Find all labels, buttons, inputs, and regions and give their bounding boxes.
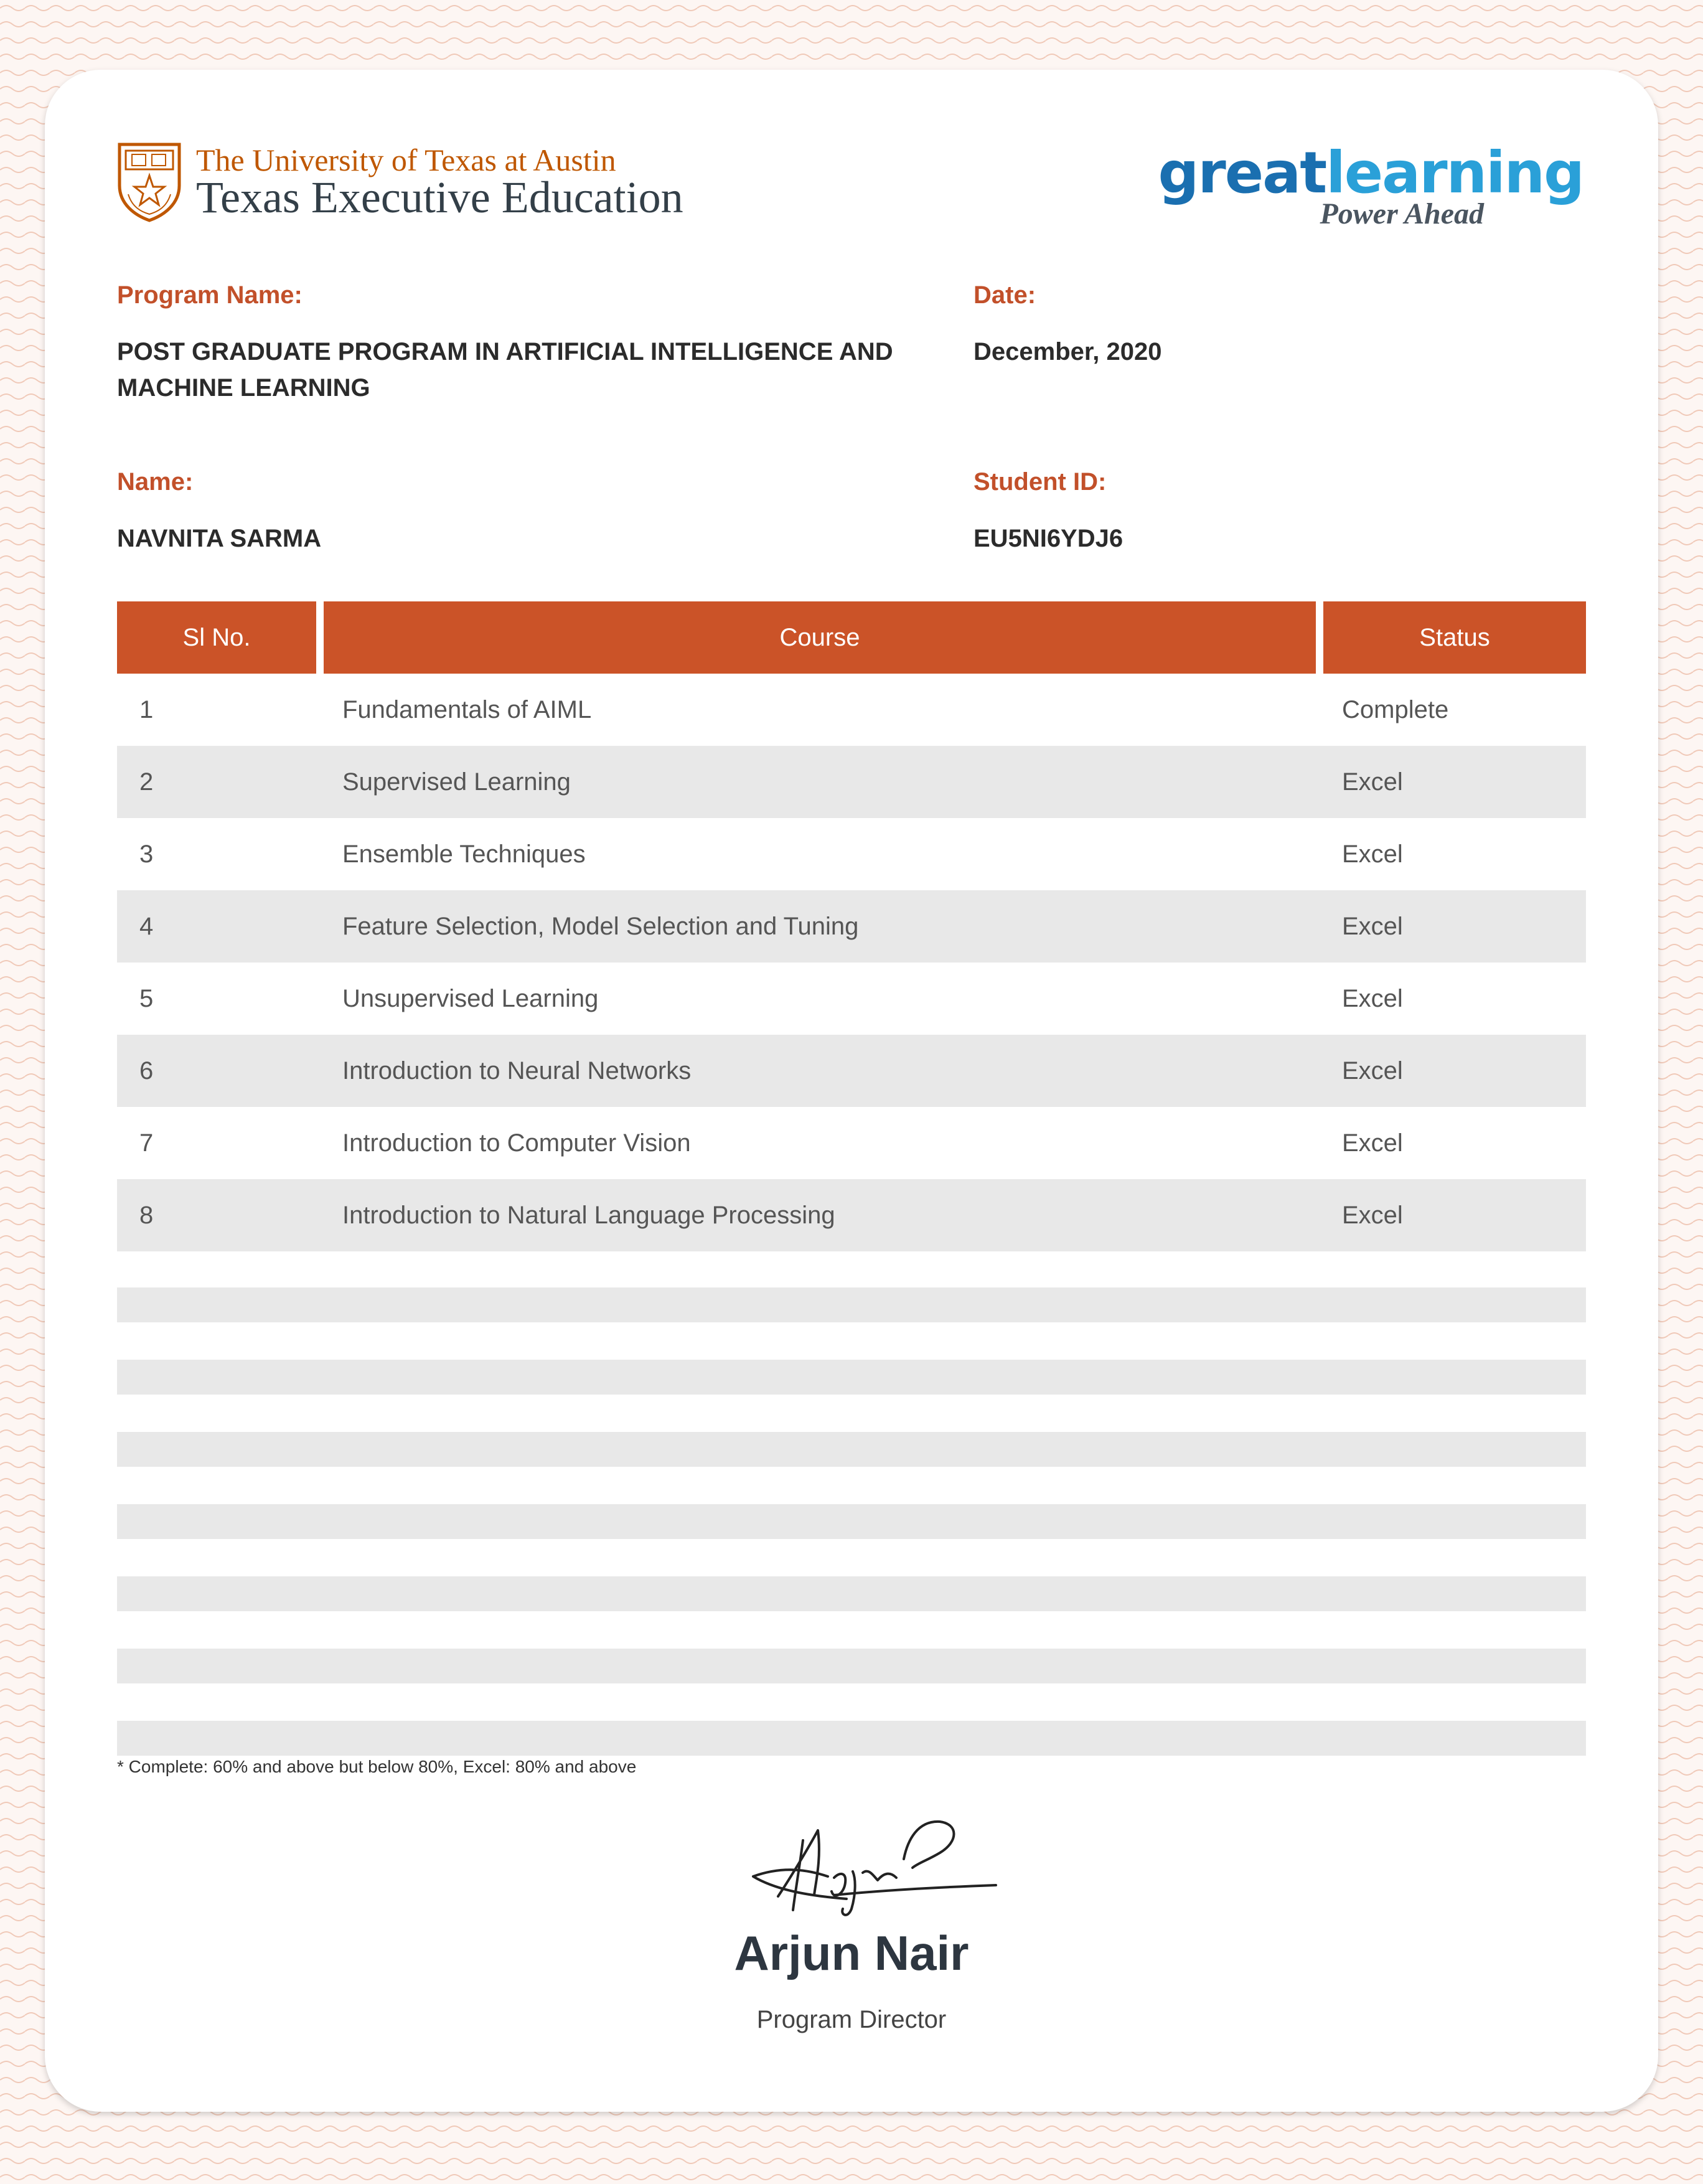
handwritten-signature [741,1803,1002,1927]
cell-sl-no: 1 [139,695,154,723]
name-value: NAVNITA SARMA [117,525,322,552]
empty-row-band [117,1432,1586,1467]
cell-course: Ensemble Techniques [342,840,586,868]
table-row [117,746,1586,818]
cell-status: Excel [1342,984,1403,1012]
cell-sl-no: 3 [139,840,154,868]
table-row [117,890,1586,963]
cell-sl-no: 7 [139,1129,154,1157]
date-value: December, 2020 [973,338,1162,365]
university-name: The University of Texas at Austin [196,143,616,177]
cell-course: Introduction to Natural Language Processing [324,1179,1323,1251]
empty-row-band [117,1649,1586,1683]
program-name-value: POST GRADUATE PROGRAM IN ARTIFICIAL INTELLIGENCE AND MACHINE LEARNING [117,338,893,402]
col-header-status: Status [1323,601,1586,674]
empty-row-band [117,1576,1586,1611]
course-table [117,601,1586,1251]
cell-course: Introduction to Computer Vision [342,1129,691,1157]
grading-footnote: * Complete: 60% and above but below 80%, Excel: 80% and above [117,1757,637,1776]
name-label: Name: [117,468,194,496]
cell-status: Excel [1342,1129,1403,1157]
table-row [117,1107,1586,1179]
cell-course: Supervised Learning [324,746,1323,818]
cell-sl-no: 5 [139,984,154,1012]
col-header-course: Course [324,601,1323,674]
empty-row-band [117,1721,1586,1756]
cell-sl-no: 2 [117,746,324,818]
col-header-sl-no: Sl No. [117,601,324,674]
greatlearning-logo [1158,139,1583,231]
student-id-value: EU5NI6YDJ6 [973,525,1124,552]
empty-row-band [117,1287,1586,1322]
signatory-name: Arjun Nair [734,1926,969,1980]
cell-sl-no: 6 [117,1035,324,1107]
table-row [117,818,1586,890]
table-row [117,963,1586,1035]
program-name-label: Program Name: [117,281,303,309]
table-header-row [117,601,1586,674]
cell-status: Excel [1323,1035,1586,1107]
cell-course: Feature Selection, Model Selection and Tuning [324,890,1323,963]
cell-course: Introduction to Neural Networks [324,1035,1323,1107]
cell-status: Excel [1323,746,1586,818]
date-label: Date: [973,281,1036,309]
cell-course: Fundamentals of AIML [342,695,592,723]
logo-word-great: great [1158,139,1326,206]
empty-row-band [117,1504,1586,1539]
student-id-label: Student ID: [973,468,1107,496]
school-name: Texas Executive Education [196,172,683,222]
table-row [117,1179,1586,1251]
signatory-role: Program Director [756,2006,947,2033]
logo-word-learning: learning [1326,139,1583,206]
table-row [117,1035,1586,1107]
cell-sl-no: 8 [117,1179,324,1251]
cell-status: Excel [1323,890,1586,963]
cell-status: Excel [1342,840,1403,868]
cell-course: Unsupervised Learning [342,984,599,1012]
cell-status: Complete [1342,695,1449,723]
table-row [117,674,1586,746]
cell-sl-no: 4 [117,890,324,963]
cell-status: Excel [1323,1179,1586,1251]
logo-tagline: Power Ahead [1320,197,1484,230]
ut-shield-logo [117,142,182,223]
empty-row-band [117,1360,1586,1395]
